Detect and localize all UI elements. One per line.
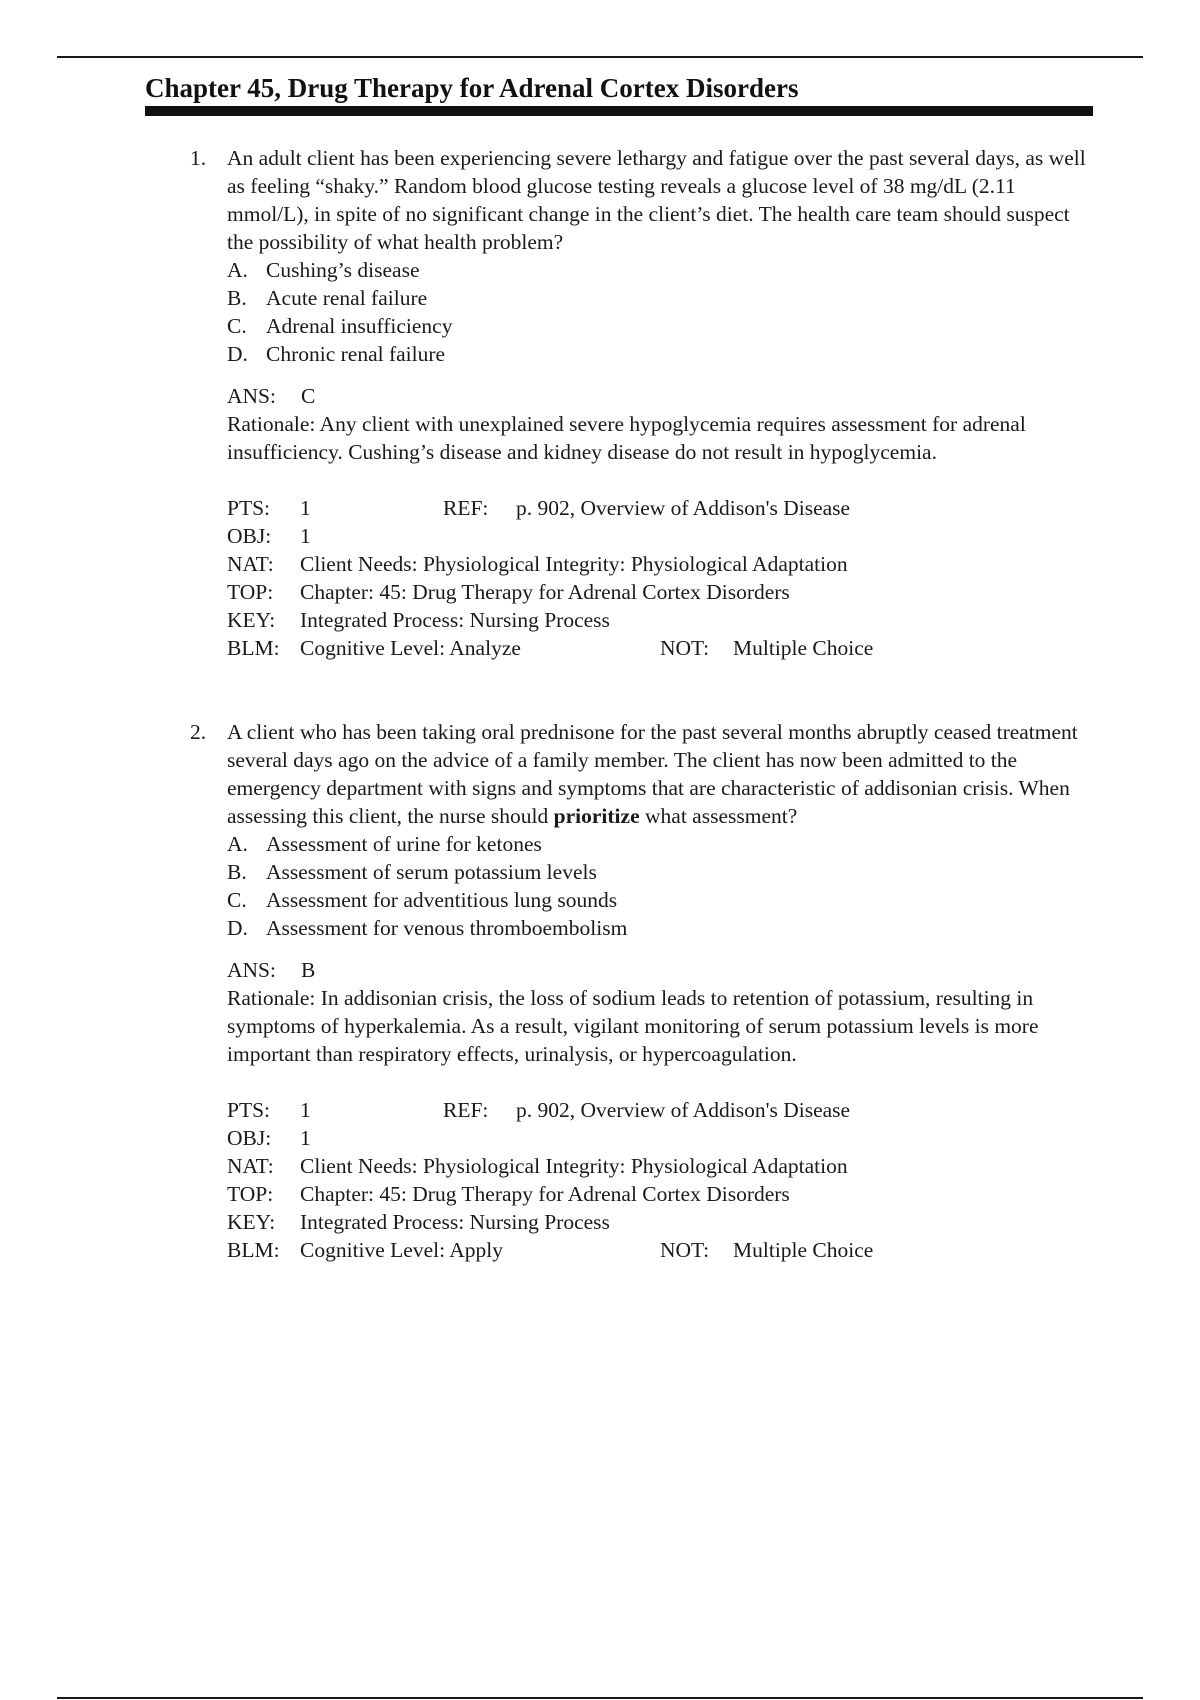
option-text: Cushing’s disease bbox=[266, 258, 420, 282]
key-value: Integrated Process: Nursing Process bbox=[300, 608, 610, 632]
option-a bbox=[227, 830, 1095, 858]
option-letter: B. bbox=[227, 286, 247, 310]
top-label: TOP: bbox=[227, 580, 274, 604]
pts-value: 1 bbox=[300, 496, 311, 520]
nat-value: Client Needs: Physiological Integrity: Physiological Adaptation bbox=[300, 1154, 848, 1178]
option-text: Assessment of serum potassium levels bbox=[266, 860, 597, 884]
option-letter: B. bbox=[227, 860, 247, 884]
meta-row-top bbox=[227, 578, 1095, 606]
pts-label: PTS: bbox=[227, 496, 271, 520]
answer-label: ANS: bbox=[227, 384, 276, 408]
question-1 bbox=[190, 144, 1095, 662]
option-letter: A. bbox=[227, 258, 248, 282]
question-stem bbox=[227, 718, 1095, 830]
chapter-title: Chapter 45, Drug Therapy for Adrenal Cortex Disorders bbox=[145, 73, 799, 103]
blm-value: Cognitive Level: Apply bbox=[300, 1238, 504, 1262]
nat-value: Client Needs: Physiological Integrity: Physiological Adaptation bbox=[300, 552, 848, 576]
top-value: Chapter: 45: Drug Therapy for Adrenal Cortex Disorders bbox=[300, 1182, 790, 1206]
obj-value: 1 bbox=[300, 524, 311, 548]
option-letter: D. bbox=[227, 342, 248, 366]
answer-options bbox=[227, 256, 1095, 368]
ref-label: REF: bbox=[443, 1098, 489, 1122]
not-value: Multiple Choice bbox=[733, 1238, 874, 1262]
nat-label: NAT: bbox=[227, 552, 274, 576]
key-value: Integrated Process: Nursing Process bbox=[300, 1210, 610, 1234]
obj-label: OBJ: bbox=[227, 524, 272, 548]
option-text: Assessment for adventitious lung sounds bbox=[266, 888, 618, 912]
pts-label: PTS: bbox=[227, 1098, 271, 1122]
answer-value: C bbox=[301, 384, 316, 408]
not-value: Multiple Choice bbox=[733, 636, 874, 660]
meta-row-nat bbox=[227, 550, 1095, 578]
answer-line bbox=[227, 956, 1095, 984]
answer-line bbox=[227, 382, 1095, 410]
option-letter: D. bbox=[227, 916, 248, 940]
nat-label: NAT: bbox=[227, 1154, 274, 1178]
meta-row-blm-not bbox=[227, 1236, 1095, 1264]
page-bottom-rule bbox=[57, 1697, 1143, 1699]
ref-value: p. 902, Overview of Addison's Disease bbox=[516, 1098, 851, 1122]
obj-label: OBJ: bbox=[227, 1126, 272, 1150]
question-metadata bbox=[227, 494, 1095, 662]
meta-row-top bbox=[227, 1180, 1095, 1208]
stem-text: A client who has been taking oral prednisone for the past several months abruptly ceased treatment several days ago on the advice of a family member. The client has now been admitted to the emergency department with signs and symptoms that are characteristic of addisonian crisis. When assessing this client, the nurse should bbox=[227, 720, 1078, 828]
key-label: KEY: bbox=[227, 608, 276, 632]
meta-row-blm-not bbox=[227, 634, 1095, 662]
not-label: NOT: bbox=[660, 636, 710, 660]
option-a bbox=[227, 256, 1095, 284]
page-top-rule bbox=[57, 56, 1143, 58]
option-text: Assessment of urine for ketones bbox=[266, 832, 542, 856]
key-label: KEY: bbox=[227, 1210, 276, 1234]
question-number: 2. bbox=[190, 720, 207, 744]
option-text: Chronic renal failure bbox=[266, 342, 446, 366]
pts-value: 1 bbox=[300, 1098, 311, 1122]
title-underline-bar bbox=[145, 106, 1093, 116]
option-d bbox=[227, 340, 1095, 368]
top-value: Chapter: 45: Drug Therapy for Adrenal Cortex Disorders bbox=[300, 580, 790, 604]
meta-row-pts-ref bbox=[227, 1096, 1095, 1124]
option-text: Acute renal failure bbox=[266, 286, 428, 310]
rationale-text: Rationale: Any client with unexplained severe hypoglycemia requires assessment for adrenal insufficiency. Cushing’s disease and kidney disease do not result in hypoglycemia. bbox=[227, 412, 1026, 464]
blm-label: BLM: bbox=[227, 636, 280, 660]
question-number: 1. bbox=[190, 146, 207, 170]
not-label: NOT: bbox=[660, 1238, 710, 1262]
ref-label: REF: bbox=[443, 496, 489, 520]
blm-value: Cognitive Level: Analyze bbox=[300, 636, 521, 660]
meta-row-key bbox=[227, 1208, 1095, 1236]
option-b bbox=[227, 858, 1095, 886]
question-stem: An adult client has been experiencing severe lethargy and fatigue over the past several days, as well as feeling “shaky.” Random blood glucose testing reveals a glucose level of 38 mg/dL (2.11 mmol/L), in spite of no significant change in the client’s diet. The health care team should suspect the possibility of what health problem? bbox=[227, 146, 1086, 254]
option-text: Adrenal insufficiency bbox=[266, 314, 453, 338]
ref-value: p. 902, Overview of Addison's Disease bbox=[516, 496, 851, 520]
top-label: TOP: bbox=[227, 1182, 274, 1206]
option-text: Assessment for venous thromboembolism bbox=[266, 916, 628, 940]
stem-emphasis: prioritize bbox=[553, 804, 640, 828]
meta-row-obj bbox=[227, 1124, 1095, 1152]
answer-options bbox=[227, 830, 1095, 942]
option-letter: C. bbox=[227, 888, 247, 912]
question-2 bbox=[190, 718, 1095, 1264]
stem-text-end: what assessment? bbox=[639, 804, 798, 828]
answer-label: ANS: bbox=[227, 958, 276, 982]
meta-row-nat bbox=[227, 1152, 1095, 1180]
option-c bbox=[227, 886, 1095, 914]
option-c bbox=[227, 312, 1095, 340]
answer-value: B bbox=[301, 958, 316, 982]
option-letter: A. bbox=[227, 832, 248, 856]
meta-row-obj bbox=[227, 522, 1095, 550]
obj-value: 1 bbox=[300, 1126, 311, 1150]
rationale-text: Rationale: In addisonian crisis, the loss of sodium leads to retention of potassium, resulting in symptoms of hyperkalemia. As a result, vigilant monitoring of serum potassium levels is more important than respiratory effects, urinalysis, or hypercoagulation. bbox=[227, 986, 1039, 1066]
blm-label: BLM: bbox=[227, 1238, 280, 1262]
meta-row-key bbox=[227, 606, 1095, 634]
option-b bbox=[227, 284, 1095, 312]
option-d bbox=[227, 914, 1095, 942]
meta-row-pts-ref bbox=[227, 494, 1095, 522]
question-metadata bbox=[227, 1096, 1095, 1264]
option-letter: C. bbox=[227, 314, 247, 338]
